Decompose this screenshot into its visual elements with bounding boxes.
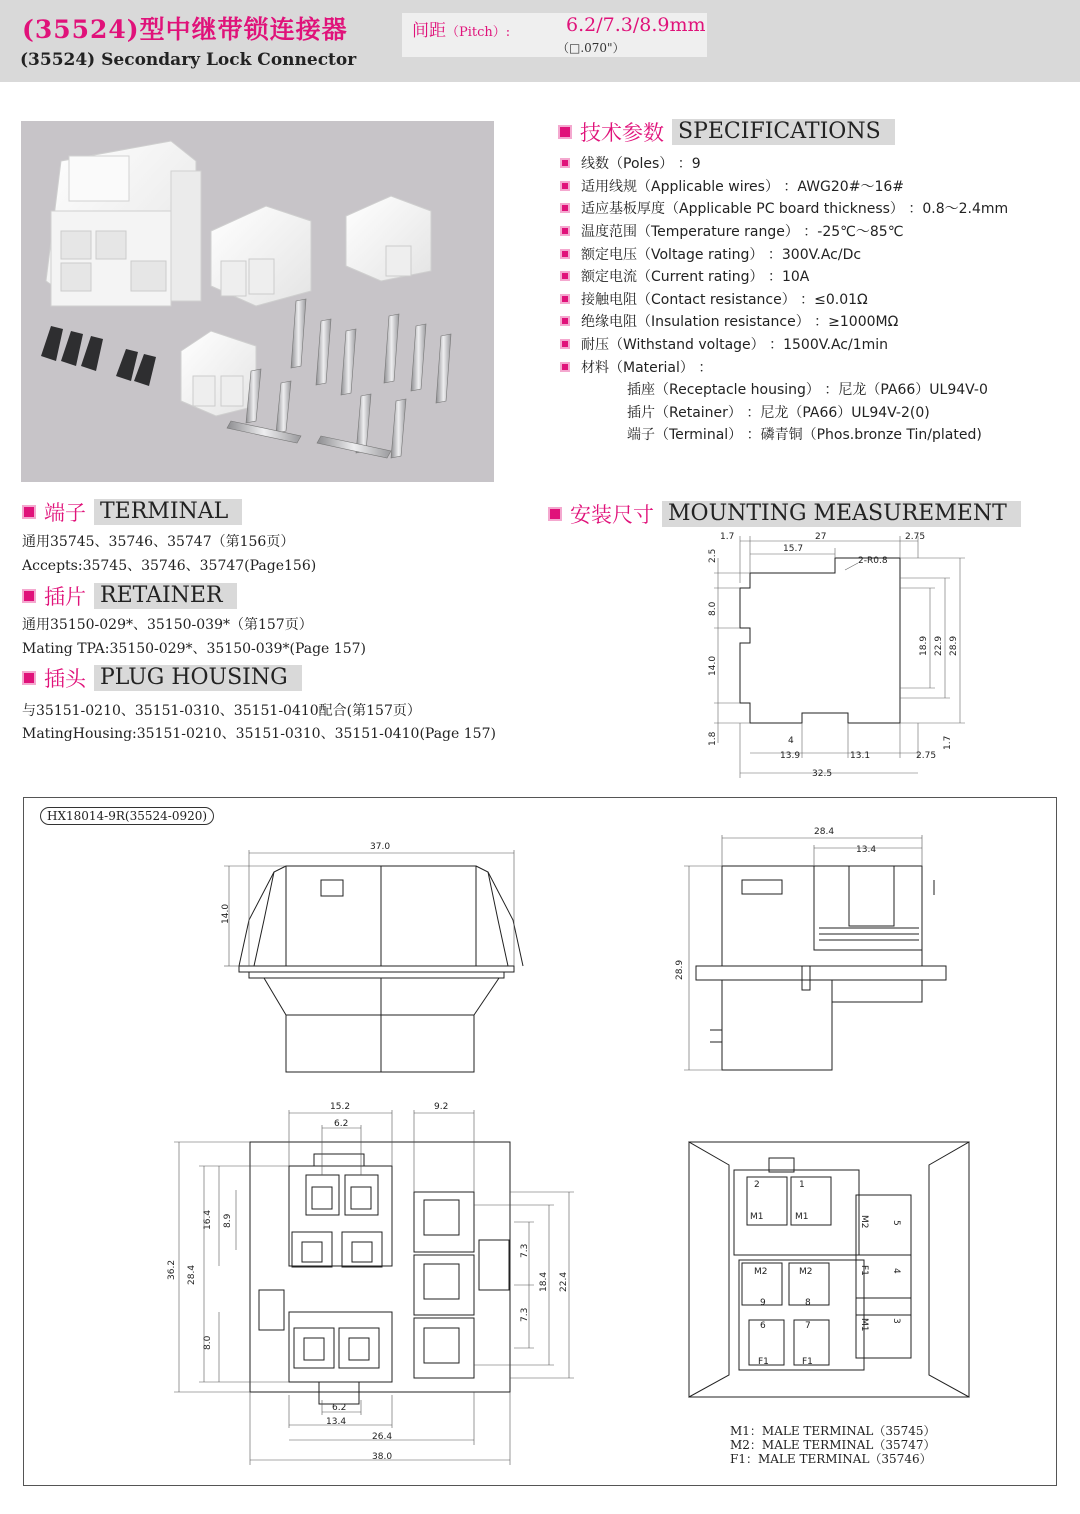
svg-text:6.2: 6.2 bbox=[332, 1403, 347, 1413]
material-row: 插座（Receptacle housing） ：尼龙（PA66）UL94V-0 bbox=[627, 382, 988, 399]
specs-heading: 技术参数 SPECIFICATIONS bbox=[558, 117, 895, 147]
mounting-drawing bbox=[700, 528, 970, 783]
pitch-sub: （□.070"） bbox=[557, 41, 625, 55]
side-view bbox=[696, 866, 946, 1070]
bullet-icon bbox=[560, 271, 570, 281]
svg-text:28.4: 28.4 bbox=[187, 1264, 197, 1285]
pitch-label: 间距（Pitch）: bbox=[412, 21, 511, 41]
spec-row: 材料（Material） ： bbox=[560, 355, 1070, 378]
svg-text:M1: M1 bbox=[859, 1318, 869, 1332]
svg-text:26.4: 26.4 bbox=[372, 1432, 393, 1442]
spec-row: 适用线规（Applicable wires） ：AWG20#～16# bbox=[560, 175, 1070, 198]
svg-text:14.0: 14.0 bbox=[221, 903, 231, 924]
retainer-heading: 插片 RETAINER bbox=[22, 581, 237, 611]
terminal-legend bbox=[730, 1424, 936, 1466]
svg-text:2-R0.8: 2-R0.8 bbox=[858, 556, 888, 566]
spec-row: 额定电流（Current rating） ：10A bbox=[560, 265, 1070, 288]
svg-text:3: 3 bbox=[891, 1318, 901, 1324]
svg-text:13.9: 13.9 bbox=[780, 751, 801, 761]
svg-text:15.2: 15.2 bbox=[330, 1102, 351, 1112]
plug-housing-3 bbox=[346, 196, 431, 281]
svg-text:28.9: 28.9 bbox=[949, 635, 959, 656]
svg-text:6: 6 bbox=[760, 1321, 766, 1331]
svg-text:6.2: 6.2 bbox=[334, 1119, 349, 1129]
terminal-line-1: 通用35745、35746、35747（第156页） bbox=[22, 534, 295, 550]
terminal-line-2: Accepts:35745、35746、35747(Page156) bbox=[22, 558, 317, 574]
front-view bbox=[239, 866, 523, 1072]
bullet-icon bbox=[560, 362, 570, 372]
svg-text:36.2: 36.2 bbox=[167, 1259, 177, 1280]
square-icon bbox=[22, 505, 36, 519]
bullet-icon bbox=[560, 316, 570, 326]
svg-text:7.3: 7.3 bbox=[520, 1243, 530, 1258]
plug-line-1: 与35151-0210、35151-0310、35151-0410配合(第157页） bbox=[22, 703, 421, 719]
retainers bbox=[41, 326, 156, 386]
svg-text:13.4: 13.4 bbox=[326, 1417, 347, 1427]
svg-text:13.4: 13.4 bbox=[856, 845, 877, 855]
bottom-view bbox=[250, 1142, 510, 1404]
plug-housing-4 bbox=[211, 206, 311, 306]
svg-text:M2: M2 bbox=[754, 1267, 768, 1277]
terminals bbox=[227, 299, 451, 458]
panel-cutout bbox=[740, 558, 900, 723]
spec-list bbox=[560, 152, 1070, 446]
bullet-icon bbox=[560, 226, 570, 236]
square-icon bbox=[558, 125, 572, 139]
svg-text:8.0: 8.0 bbox=[203, 1335, 213, 1350]
plug-line-2: MatingHousing:35151-0210、35151-0310、35151-0410(Page 157) bbox=[22, 726, 496, 742]
pin-view bbox=[689, 1142, 969, 1397]
retainer-line-2: Mating TPA:35150-029*、35150-039*(Page 157) bbox=[22, 641, 366, 657]
svg-text:2: 2 bbox=[754, 1180, 760, 1190]
svg-text:1.7: 1.7 bbox=[720, 532, 735, 542]
terminal-heading: 端子 TERMINAL bbox=[22, 497, 242, 527]
svg-text:9.2: 9.2 bbox=[434, 1102, 449, 1112]
plug-housing-2 bbox=[181, 331, 256, 416]
svg-text:M1: M1 bbox=[750, 1212, 764, 1222]
bullet-icon bbox=[560, 339, 570, 349]
square-icon bbox=[548, 507, 562, 521]
svg-text:14.0: 14.0 bbox=[708, 655, 718, 676]
product-photo bbox=[21, 121, 494, 482]
material-row: 插片（Retainer） ：尼龙（PA66）UL94V-2(0) bbox=[627, 404, 930, 421]
svg-text:38.0: 38.0 bbox=[372, 1452, 393, 1462]
spec-row: 线数（Poles） ：9 bbox=[560, 152, 1070, 175]
retainer-line-1: 通用35150-029*、35150-039*（第157页） bbox=[22, 617, 313, 633]
svg-text:2.5: 2.5 bbox=[708, 548, 718, 563]
svg-text:1.7: 1.7 bbox=[943, 735, 953, 750]
svg-text:28.9: 28.9 bbox=[675, 959, 685, 980]
svg-text:F1: F1 bbox=[758, 1357, 769, 1367]
bullet-icon bbox=[560, 294, 570, 304]
svg-text:8.0: 8.0 bbox=[708, 601, 718, 616]
bullet-icon bbox=[560, 181, 570, 191]
spec-row: 接触电阻（Contact resistance） ：≤0.01Ω bbox=[560, 288, 1070, 311]
svg-text:M2: M2 bbox=[799, 1267, 813, 1277]
svg-text:9: 9 bbox=[760, 1298, 766, 1308]
svg-text:27: 27 bbox=[815, 532, 827, 542]
svg-text:37.0: 37.0 bbox=[370, 842, 391, 852]
square-icon bbox=[22, 671, 36, 685]
part-number-tag: HX18014-9R(35524-0920) bbox=[40, 807, 214, 825]
svg-text:22.9: 22.9 bbox=[934, 635, 944, 656]
legend-row: F1：MALE TERMINAL（35746） bbox=[730, 1452, 932, 1466]
svg-text:4: 4 bbox=[788, 736, 794, 746]
pitch-value: 6.2/7.3/8.9mm bbox=[566, 14, 706, 36]
svg-text:7: 7 bbox=[805, 1321, 811, 1331]
svg-text:32.5: 32.5 bbox=[812, 769, 833, 779]
svg-text:F1: F1 bbox=[859, 1265, 869, 1276]
svg-text:8.9: 8.9 bbox=[223, 1213, 233, 1228]
spec-row: 耐压（Withstand voltage） ：1500V.Ac/1min bbox=[560, 333, 1070, 356]
legend-row: M2：MALE TERMINAL（35747） bbox=[730, 1438, 936, 1452]
spec-row: 绝缘电阻（Insulation resistance） ：≥1000MΩ bbox=[560, 310, 1070, 333]
legend-row: M1：MALE TERMINAL（35745） bbox=[730, 1424, 936, 1438]
plug-heading: 插头 PLUG HOUSING bbox=[22, 663, 302, 693]
technical-drawing bbox=[24, 820, 1054, 1485]
svg-text:M2: M2 bbox=[859, 1215, 869, 1229]
square-icon bbox=[22, 589, 36, 603]
bullet-icon bbox=[560, 203, 570, 213]
svg-text:2.75: 2.75 bbox=[905, 532, 926, 542]
bullet-icon bbox=[560, 249, 570, 259]
title-en: (35524) Secondary Lock Connector bbox=[20, 50, 357, 70]
svg-text:18.4: 18.4 bbox=[539, 1271, 549, 1292]
svg-text:16.4: 16.4 bbox=[203, 1209, 213, 1230]
svg-text:1.8: 1.8 bbox=[708, 731, 718, 746]
bullet-icon bbox=[560, 158, 570, 168]
svg-text:13.1: 13.1 bbox=[850, 751, 871, 761]
material-row: 端子（Terminal） ：磷青铜（Phos.bronze Tin/plated) bbox=[627, 427, 982, 444]
title-cn: (35524)型中继带锁连接器 bbox=[22, 15, 348, 44]
svg-text:28.4: 28.4 bbox=[814, 827, 835, 837]
svg-text:M1: M1 bbox=[795, 1212, 809, 1222]
svg-text:22.4: 22.4 bbox=[559, 1271, 569, 1292]
svg-text:4: 4 bbox=[891, 1268, 901, 1274]
mounting-heading: 安装尺寸 MOUNTING MEASUREMENT bbox=[548, 499, 1021, 529]
svg-text:1: 1 bbox=[799, 1180, 805, 1190]
svg-text:F1: F1 bbox=[802, 1357, 813, 1367]
svg-text:8: 8 bbox=[805, 1298, 811, 1308]
svg-text:18.9: 18.9 bbox=[919, 635, 929, 656]
svg-text:15.7: 15.7 bbox=[783, 544, 804, 554]
spec-row: 适应基板厚度（Applicable PC board thickness） ：0.8～2.4mm bbox=[560, 197, 1070, 220]
receptacle-housing bbox=[46, 141, 201, 306]
svg-text:2.75: 2.75 bbox=[916, 751, 937, 761]
svg-text:5: 5 bbox=[891, 1220, 901, 1226]
spec-row: 温度范围（Temperature range） ：-25℃～85℃ bbox=[560, 220, 1070, 243]
svg-text:7.3: 7.3 bbox=[520, 1307, 530, 1322]
spec-row: 额定电压（Voltage rating） ：300V.Ac/Dc bbox=[560, 242, 1070, 265]
